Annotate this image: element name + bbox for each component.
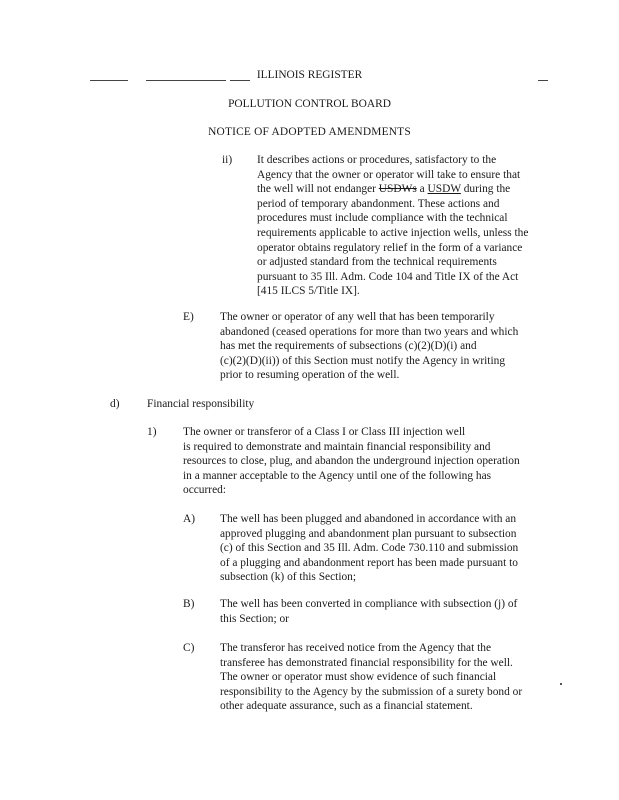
struck-text: USDWs: [378, 183, 417, 196]
item-a-marker: A): [183, 513, 196, 525]
item-ii-body: period of temporary abandonment. These actions and procedures must include compliance with the technical requirements applicable to active injection wells, unless the operator obtains regulatory relief in the form of a variance or adjusted standard from the technical requirements pursuant to 35 Ill. Adm. Code 104 and Title IX of the Act [415 ILCS 5/Title IX].: [257, 197, 529, 298]
item-b-body: The well has been converted in compliance with subsection (j) of this Section; or: [220, 598, 518, 625]
item-c-body: The transferor has received notice from the Agency that the transferee has demonstrated financial responsibility for the well. The owner or operator must show evidence of such financial responsibility to the Agency by the submission of a surety bond or other adequate assurance, such as a financial statement.: [220, 642, 523, 713]
item-ii-line2: Agency that the owner or operator will take to ensure that: [257, 168, 521, 181]
scan-speck: [560, 683, 562, 685]
item-a-body: The well has been plugged and abandoned in accordance with an approved plugging and abandonment plan pursuant to subsection (c) of this Section and 35 Ill. Adm. Code 730.110 and submission of a plugging and abandonment report has been made pursuant to subsection (k) of this Section;: [220, 513, 519, 584]
item-e-marker: E): [183, 311, 194, 323]
item-ii-line1: It describes actions or procedures, satisfactory to the: [257, 154, 497, 166]
item-d-marker: d): [110, 398, 120, 410]
underlined-text: USDW: [427, 183, 461, 196]
register-title: ILLINOIS REGISTER: [256, 69, 363, 81]
item-ii-marker: ii): [222, 154, 233, 166]
item-ii-line3-post: during the: [460, 183, 511, 196]
item-c-marker: C): [183, 642, 195, 654]
item-b-marker: B): [183, 598, 195, 610]
item-e-body: The owner or operator of any well that has been temporarily abandoned (ceased operations for more than two years and which has met the requirements of subsections (c)(2)(D)(i) and (c)(2)(D)(ii)) of this Section must notify the Agency in writing prior to resuming operation of the well.: [220, 311, 519, 382]
item-1-body: The owner or transferor of a Class I or Class III injection well is required to demonstrate and maintain financial responsibility and resources to close, plug, and abandon the underground injection operation in a manner acceptable to the Agency until one of the following has occurred:: [183, 426, 520, 497]
item-ii-line3-mid: a: [416, 183, 428, 196]
notice-title: NOTICE OF ADOPTED AMENDMENTS: [208, 126, 411, 138]
board-title: POLLUTION CONTROL BOARD: [228, 98, 391, 110]
item-ii-line3-pre: the well will not endanger: [257, 183, 379, 196]
item-ii-line3: [257, 182, 510, 197]
item-1-marker: 1): [147, 426, 157, 438]
item-d-heading: Financial responsibility: [147, 398, 255, 410]
